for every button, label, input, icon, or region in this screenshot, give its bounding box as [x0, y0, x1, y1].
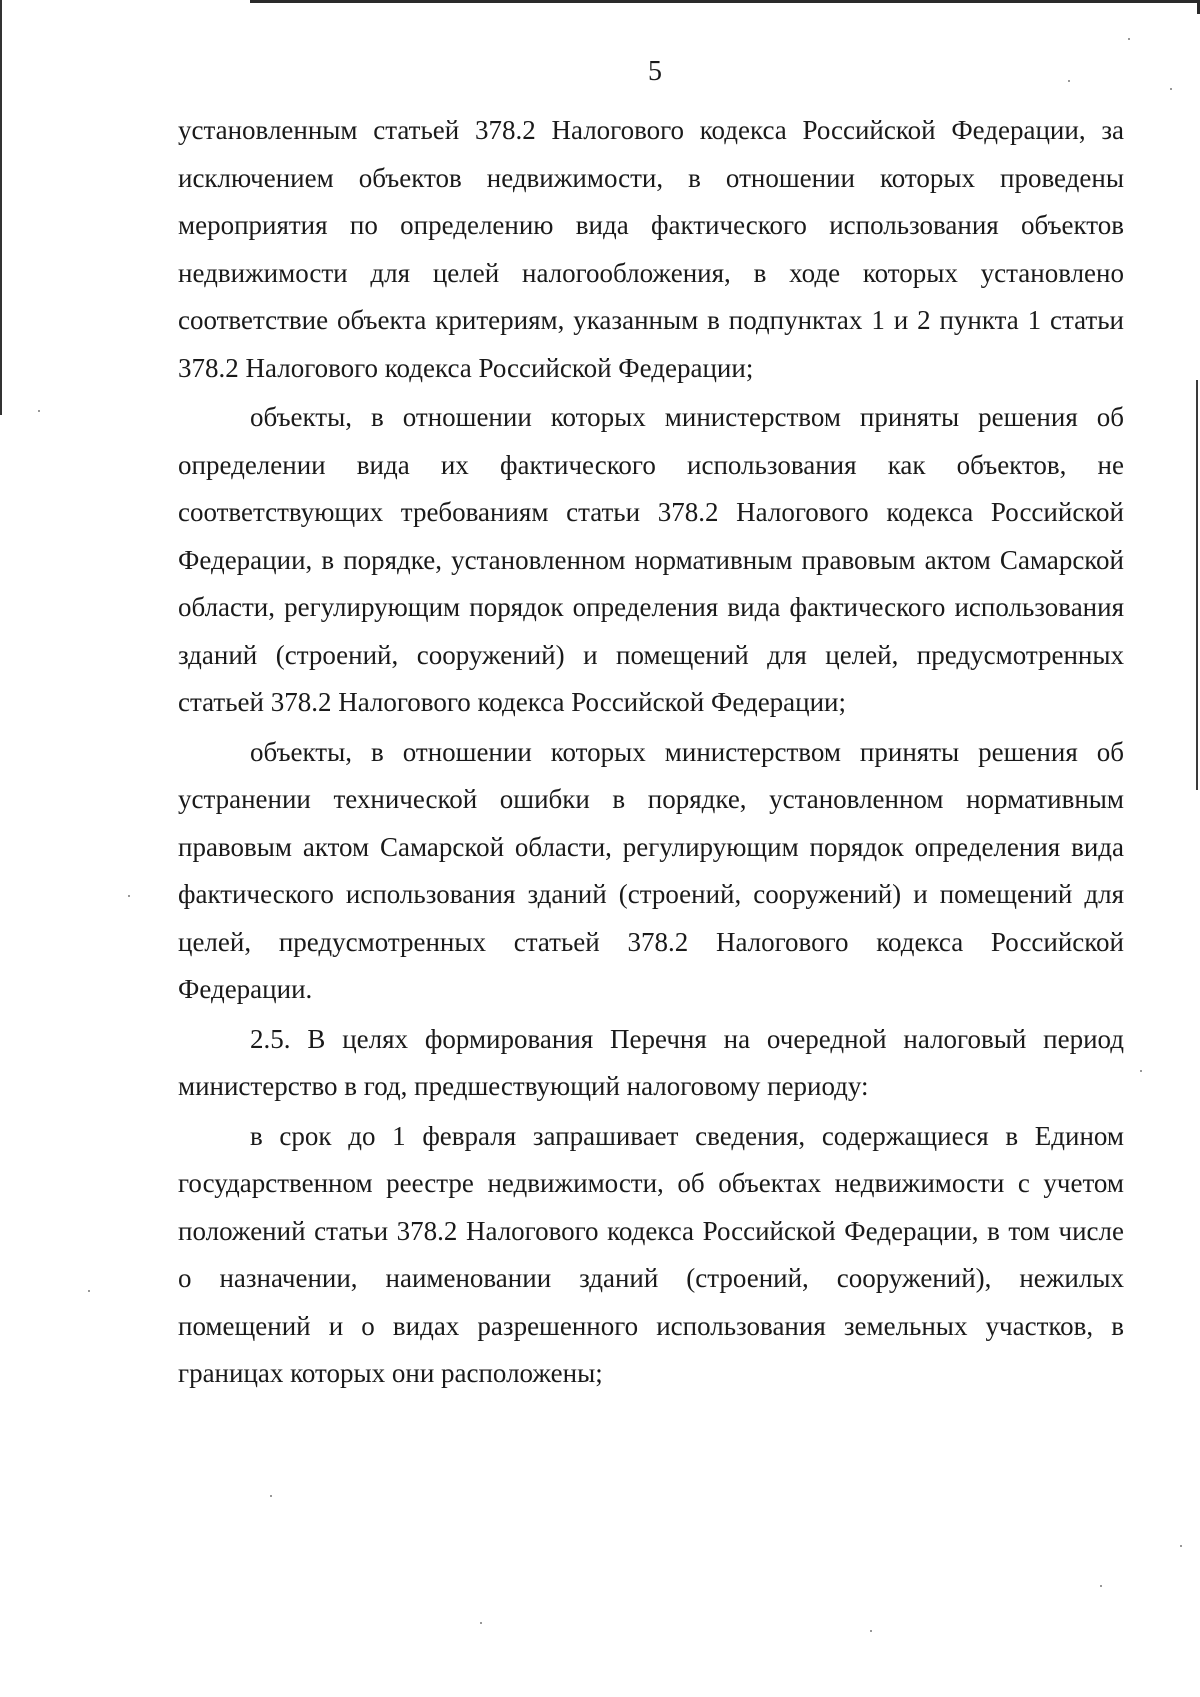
- scan-speck: [1100, 1585, 1102, 1587]
- scan-border-top: [250, 0, 1200, 3]
- scan-speck: [88, 1290, 90, 1292]
- scan-speck: [1180, 1545, 1182, 1547]
- paragraph-continuation: установленным статьей 378.2 Налогового кодекса Российской Федерации, за исключением объектов недвижимости, в отношении которых проведены мероприятия по определению вида фактического использования объектов недвижимости для целей налогообложения, в ходе которых установлено соответствие объекта критериям, указанным в подпунктах 1 и 2 пункта 1 статьи 378.2 Налогового кодекса Российской Федерации;: [178, 115, 1124, 383]
- scan-speck: [38, 410, 40, 412]
- scan-speck: [480, 1622, 482, 1624]
- page-number: 5: [648, 56, 662, 87]
- paragraph-section-2-5: 2.5. В целях формирования Перечня на очередной налоговый период министерство в год, предшествующий налоговому периоду:: [178, 1023, 1124, 1101]
- paragraph-objects-error: объекты, в отношении которых министерством приняты решения об устранении технической ошибки в порядке, установленном нормативным правовым актом Самарской области, регулирующим порядок определения вида фактического использования зданий (строений, сооружений) и помещений для целей, предусмотренных статьей 378.2 Налогового кодекса Российской Федерации.: [178, 736, 1124, 1004]
- paragraph-february-request: в срок до 1 февраля запрашивает сведения, содержащиеся в Едином государственном реестре недвижимости, об объектах недвижимости с учетом положений статьи 378.2 Налогового кодекса Российской Федерации, в том числе о назначении, наименовании зданий (строений, сооружений), нежилых помещений и о видах разрешенного использования земельных участков, в границах которых они расположены;: [178, 1120, 1124, 1388]
- scan-speck: [128, 895, 130, 897]
- paragraph-objects-decisions: объекты, в отношении которых министерством приняты решения об определении вида их фактического использования как объектов, не соответствующих требованиям статьи 378.2 Налогового кодекса Российской Федерации, в порядке, установленном нормативным правовым актом Самарской области, регулирующим порядок определения вида фактического использования зданий (строений, сооружений) и помещений для целей, предусмотренных статьей 378.2 Налогового кодекса Российской Федерации;: [178, 402, 1124, 717]
- scan-speck: [870, 1630, 872, 1632]
- document-body: [178, 107, 1124, 1398]
- scan-border-right: [1196, 380, 1198, 790]
- scan-speck: [270, 1495, 272, 1497]
- scan-speck: [1140, 1070, 1142, 1072]
- scan-speck: [1128, 38, 1130, 40]
